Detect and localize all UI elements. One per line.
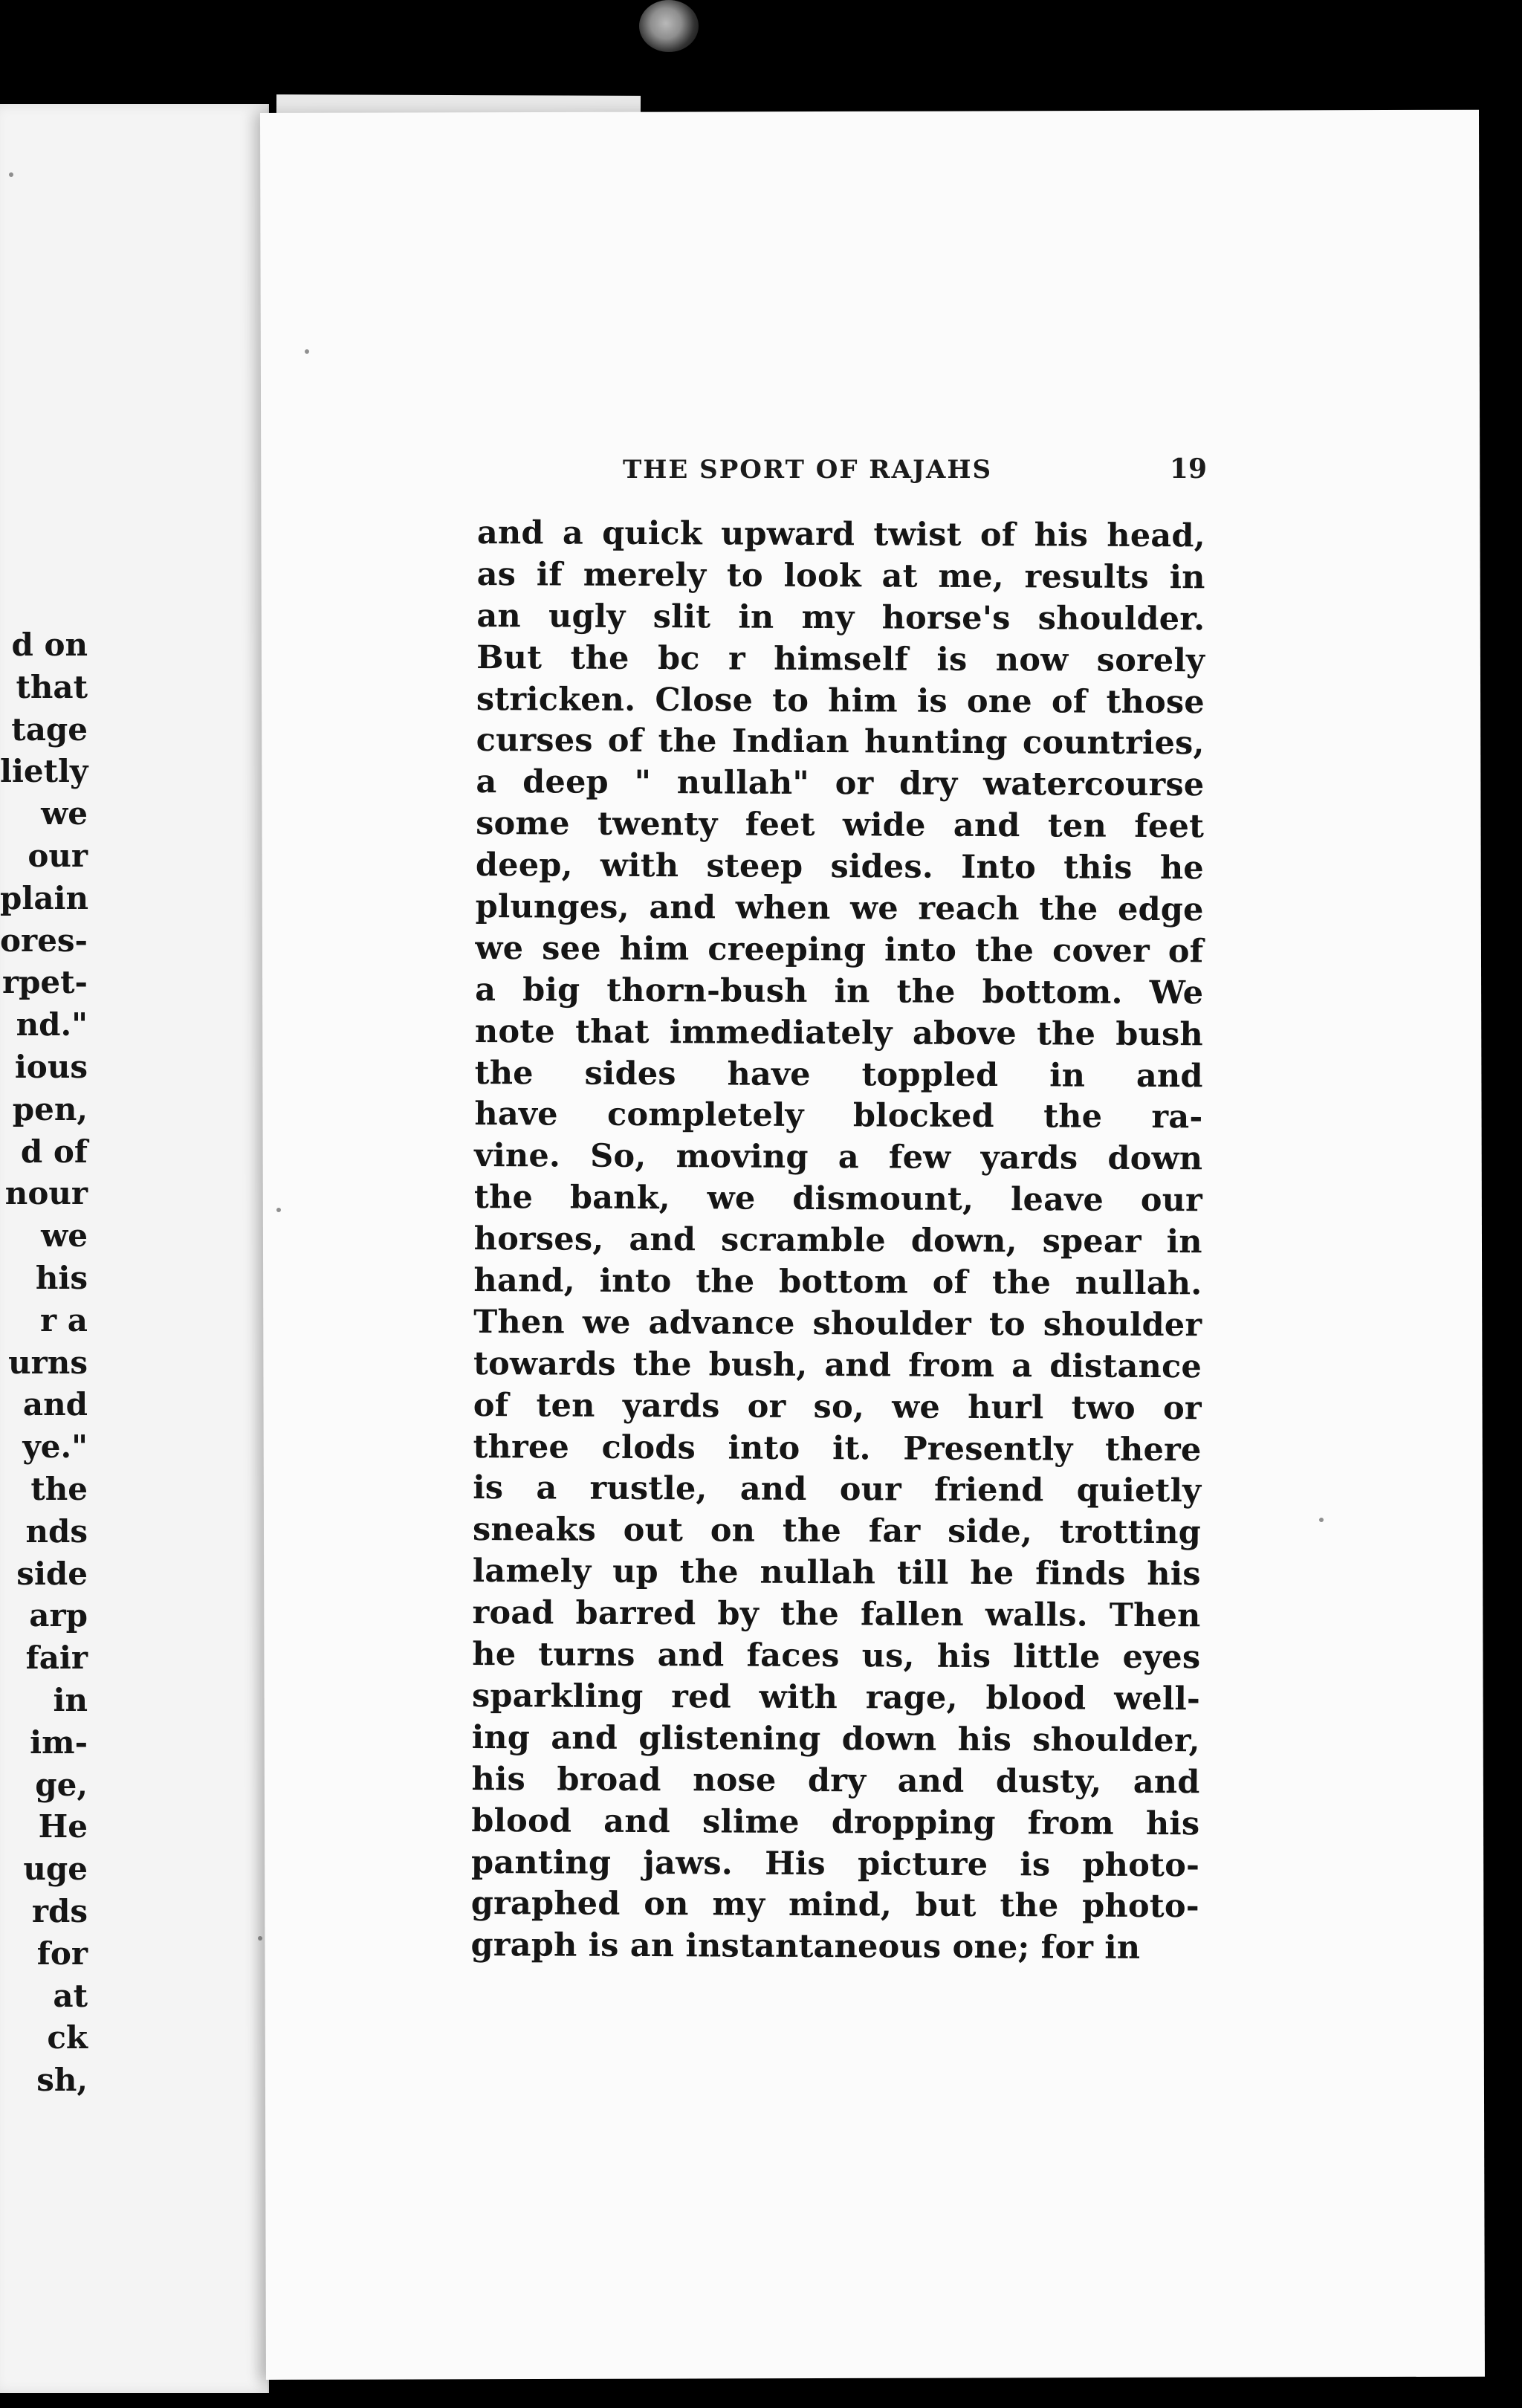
text-line: deep, with steep sides. Into this he <box>475 847 1205 887</box>
left-fragment: ck <box>47 2019 88 2056</box>
left-page-fragments <box>0 624 88 2102</box>
left-fragment: im- <box>30 1724 88 1761</box>
text-line: the bank, we dismount, leave our <box>473 1179 1203 1220</box>
running-head: THE SPORT OF RAJAHS <box>623 455 993 485</box>
scan-dust <box>305 349 309 354</box>
scan-dust <box>9 172 13 177</box>
text-line: of ten yards or so, we hurl two or <box>473 1386 1202 1427</box>
text-line: panting jaws. His picture is photo- <box>470 1843 1200 1884</box>
text-line: curses of the Indian hunting countries, <box>476 722 1205 763</box>
text-line: his broad nose dry and dusty, and <box>471 1760 1200 1801</box>
left-fragment: ye." <box>22 1428 88 1466</box>
left-fragment: nds <box>25 1512 88 1550</box>
left-fragment: his <box>35 1259 88 1296</box>
left-fragment: arp <box>29 1597 88 1634</box>
text-line: graph is an instantaneous one; for in <box>470 1926 1141 1967</box>
left-fragment: ge, <box>35 1766 88 1803</box>
left-fragment: we <box>41 1217 88 1255</box>
text-line: Then we advance shoulder to shoulder <box>473 1303 1202 1344</box>
left-fragment: r a <box>40 1301 88 1339</box>
left-fragment: d of <box>20 1133 88 1170</box>
left-fragment: that <box>16 668 88 705</box>
text-line: a big thorn-bush in the bottom. We <box>475 971 1204 1012</box>
left-fragment: we <box>41 795 88 832</box>
text-line: note that immediately above the bush <box>474 1012 1204 1053</box>
text-line: have completely blocked the ra- <box>474 1095 1203 1136</box>
left-fragment: ores- <box>0 922 88 959</box>
left-fragment: tage <box>11 711 88 748</box>
left-fragment: our <box>27 837 88 874</box>
left-fragment: uge <box>23 1851 88 1888</box>
left-fragment: ious <box>14 1048 88 1085</box>
text-line: stricken. Close to him is one of those <box>476 680 1205 721</box>
page-number: 19 <box>1169 453 1207 485</box>
left-fragment: the <box>30 1470 88 1507</box>
text-line: is a rustle, and our friend quietly <box>473 1469 1202 1510</box>
left-fragment: sh, <box>36 2062 88 2099</box>
text-line: a deep " nullah" or dry watercourse <box>476 763 1205 804</box>
body-text <box>470 513 1205 1970</box>
text-line: sneaks out on the far side, trotting <box>472 1511 1202 1552</box>
left-fragment: and <box>22 1386 88 1423</box>
text-line: road barred by the fallen walls. Then <box>472 1594 1201 1635</box>
text-line: vine. So, moving a few yards down <box>474 1137 1203 1178</box>
text-line: he turns and faces us, his little eyes <box>472 1636 1201 1677</box>
left-fragment: He <box>38 1808 88 1845</box>
text-line: But the bc r himself is now sorely <box>476 638 1205 679</box>
text-line: horses, and scramble down, spear in <box>473 1220 1202 1261</box>
left-fragment: plain <box>0 879 89 916</box>
left-fragment: d on <box>11 627 88 663</box>
left-fragment: lietly <box>0 753 88 790</box>
text-line: and a quick upward twist of his head, <box>476 514 1205 555</box>
text-line: sparkling red with rage, blood well- <box>471 1677 1201 1718</box>
left-fragment: urns <box>8 1344 88 1381</box>
left-fragment: pen, <box>12 1090 88 1127</box>
left-fragment: fair <box>25 1640 88 1677</box>
text-line: blood and slime dropping from his <box>471 1802 1200 1842</box>
text-line: towards the bush, and from a distance <box>473 1344 1202 1386</box>
left-fragment: side <box>16 1555 88 1592</box>
text-line: an ugly slit in my horse's shoulder. <box>476 597 1205 638</box>
text-line: ing and glistening down his shoulder, <box>471 1718 1200 1760</box>
text-line: we see him creeping into the cover of <box>475 929 1204 971</box>
left-fragment: rds <box>31 1892 88 1929</box>
text-line: the sides have toppled in and <box>474 1054 1203 1095</box>
left-fragment: nour <box>4 1175 88 1212</box>
text-line: three clods into it. Presently there <box>473 1428 1202 1469</box>
text-line: graphed on my mind, but the photo- <box>470 1885 1199 1926</box>
text-line: plunges, and when we reach the edge <box>475 888 1204 929</box>
top-edge-blemish <box>639 0 699 52</box>
text-line: lamely up the nullah till he finds his <box>472 1553 1201 1593</box>
left-fragment: rpet- <box>1 964 88 1001</box>
left-fragment: at <box>53 1977 88 2014</box>
left-fragment: in <box>53 1681 88 1718</box>
text-line: some twenty feet wide and ten feet <box>476 805 1205 846</box>
scan-dust <box>1319 1518 1324 1522</box>
left-fragment: nd." <box>16 1006 88 1043</box>
text-line: as if merely to look at me, results in <box>476 555 1205 597</box>
text-line: hand, into the bottom of the nullah. <box>473 1262 1202 1303</box>
scan-dust <box>276 1208 281 1212</box>
left-fragment: for <box>36 1935 88 1972</box>
scan-dust <box>258 1936 262 1941</box>
left-page <box>0 104 269 2393</box>
